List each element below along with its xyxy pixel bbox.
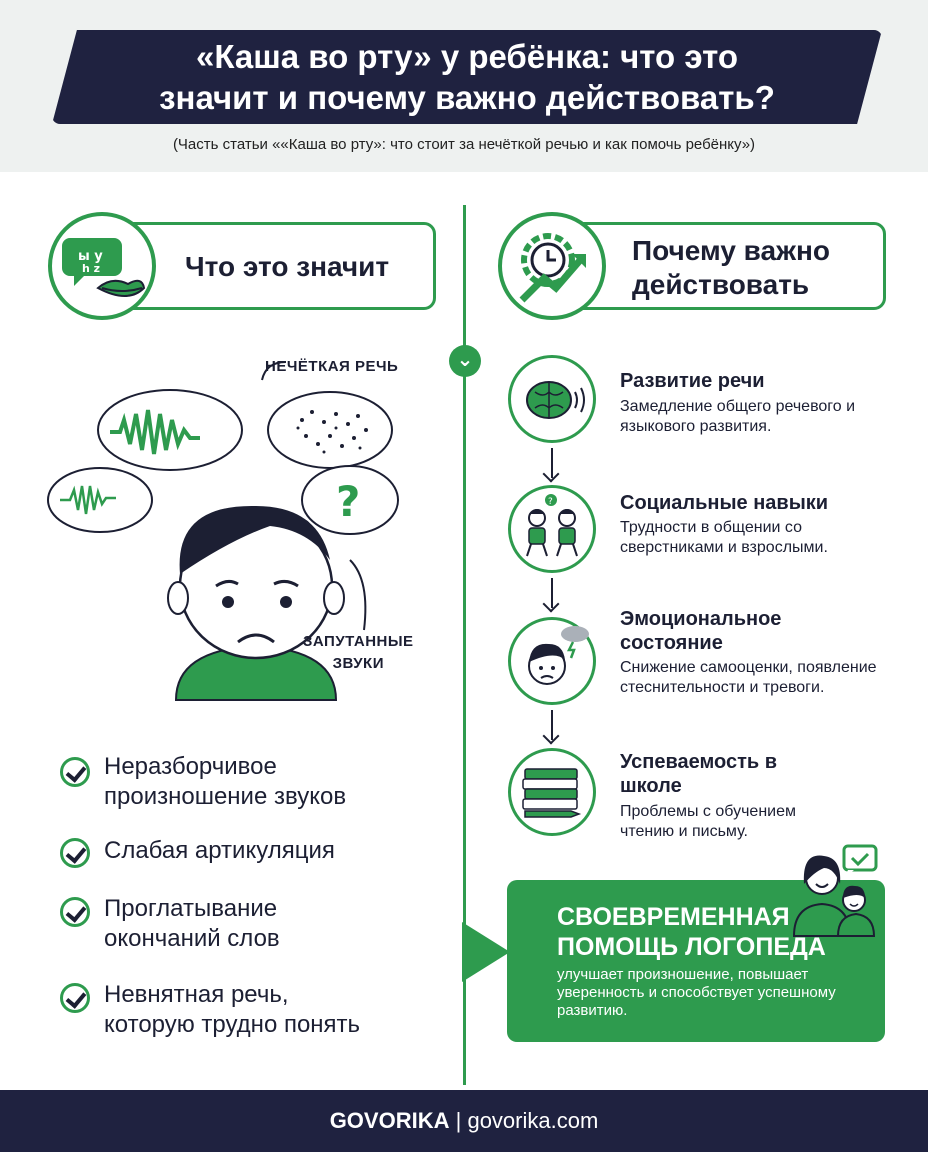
title-line-2: значит и почему важно действовать? xyxy=(159,79,775,116)
clock-growth-icon xyxy=(498,212,606,320)
item-title: Эмоциональное состояние xyxy=(620,608,782,654)
right-section-title-line-1: Почему важно xyxy=(632,235,830,266)
footer-brand: GOVORIKA xyxy=(329,1108,450,1133)
checklist-item xyxy=(104,752,346,812)
sound-wave-cloud-2 xyxy=(48,468,152,532)
help-title: СВОЕВРЕМЕННАЯ ПОМОЩЬ ЛОГОПЕДА xyxy=(557,903,826,961)
arrow-down-icon xyxy=(551,448,553,478)
svg-text:?: ? xyxy=(548,497,553,507)
label-confused-sounds xyxy=(303,631,414,675)
arrow-down-icon xyxy=(551,710,553,740)
right-section-title-line-2: действовать xyxy=(632,269,810,300)
check-icon xyxy=(60,757,90,787)
svg-text:?: ? xyxy=(336,477,361,526)
svg-text:h z: h z xyxy=(82,262,101,275)
sound-wave-cloud-1 xyxy=(98,390,242,470)
checklist-line: Неразборчивое xyxy=(104,753,277,780)
footer-url[interactable]: govorika.com xyxy=(467,1108,599,1133)
footer-text xyxy=(0,1108,928,1134)
item-title: Развитие речи xyxy=(620,370,765,392)
item-description: Проблемы с обучением чтению и письму. xyxy=(620,803,796,840)
label-confused-line-1: ЗАПУТАННЫЕ xyxy=(303,633,414,650)
help-description: улучшает произношение, повышает уверенность и способствует успешному развитию. xyxy=(557,966,836,1019)
left-section-title: Что это значит xyxy=(185,251,390,282)
page-title xyxy=(52,36,882,118)
checklist-line: окончаний слов xyxy=(104,925,280,952)
arrow-down-icon xyxy=(551,578,553,608)
question-cloud xyxy=(302,466,398,534)
checklist-item xyxy=(104,894,280,954)
sad-face-icon xyxy=(508,617,596,705)
speech-lips-icon xyxy=(48,212,156,320)
checklist-line: Проглатывание xyxy=(104,895,278,922)
item-description: Замедление общего речевого и языкового развития. xyxy=(620,398,856,435)
label-unclear-speech: НЕЧЁТКАЯ РЕЧЬ xyxy=(265,358,399,375)
title-line-1: «Каша во рту» у ребёнка: что это xyxy=(195,38,739,75)
check-icon xyxy=(60,838,90,868)
item-description: Трудности в общении со сверстниками и взрослыми. xyxy=(620,519,828,556)
svg-text:ы у: ы у xyxy=(78,249,103,264)
children-icon xyxy=(508,485,596,573)
item-title: Успеваемость в школе xyxy=(620,751,778,797)
item-title: Социальные навыки xyxy=(620,492,829,514)
checklist-line: Слабая артикуляция xyxy=(104,837,335,864)
page-subtitle: (Часть статьи ««Каша во рту»: что стоит за нечёткой речью и как помочь ребёнку») xyxy=(172,136,756,153)
books-icon xyxy=(508,748,596,836)
checklist-item xyxy=(104,836,335,866)
checklist-item xyxy=(104,980,360,1040)
right-section-title xyxy=(632,234,830,302)
label-confused-line-2: ЗВУКИ xyxy=(332,655,384,672)
footer-separator: | xyxy=(455,1108,462,1133)
arrow-right-icon xyxy=(462,922,510,982)
check-icon xyxy=(60,897,90,927)
chevron-down-icon: ⌄ xyxy=(449,345,481,377)
noise-cloud xyxy=(268,392,392,468)
check-icon xyxy=(60,983,90,1013)
item-description: Снижение самооценки, появление стеснительности и тревоги. xyxy=(620,659,877,696)
checklist-line: Невнятная речь, xyxy=(104,981,289,1008)
checklist-line: которую трудно понять xyxy=(104,1011,361,1038)
checklist-line: произношение звуков xyxy=(104,783,347,810)
brain-icon xyxy=(508,355,596,443)
